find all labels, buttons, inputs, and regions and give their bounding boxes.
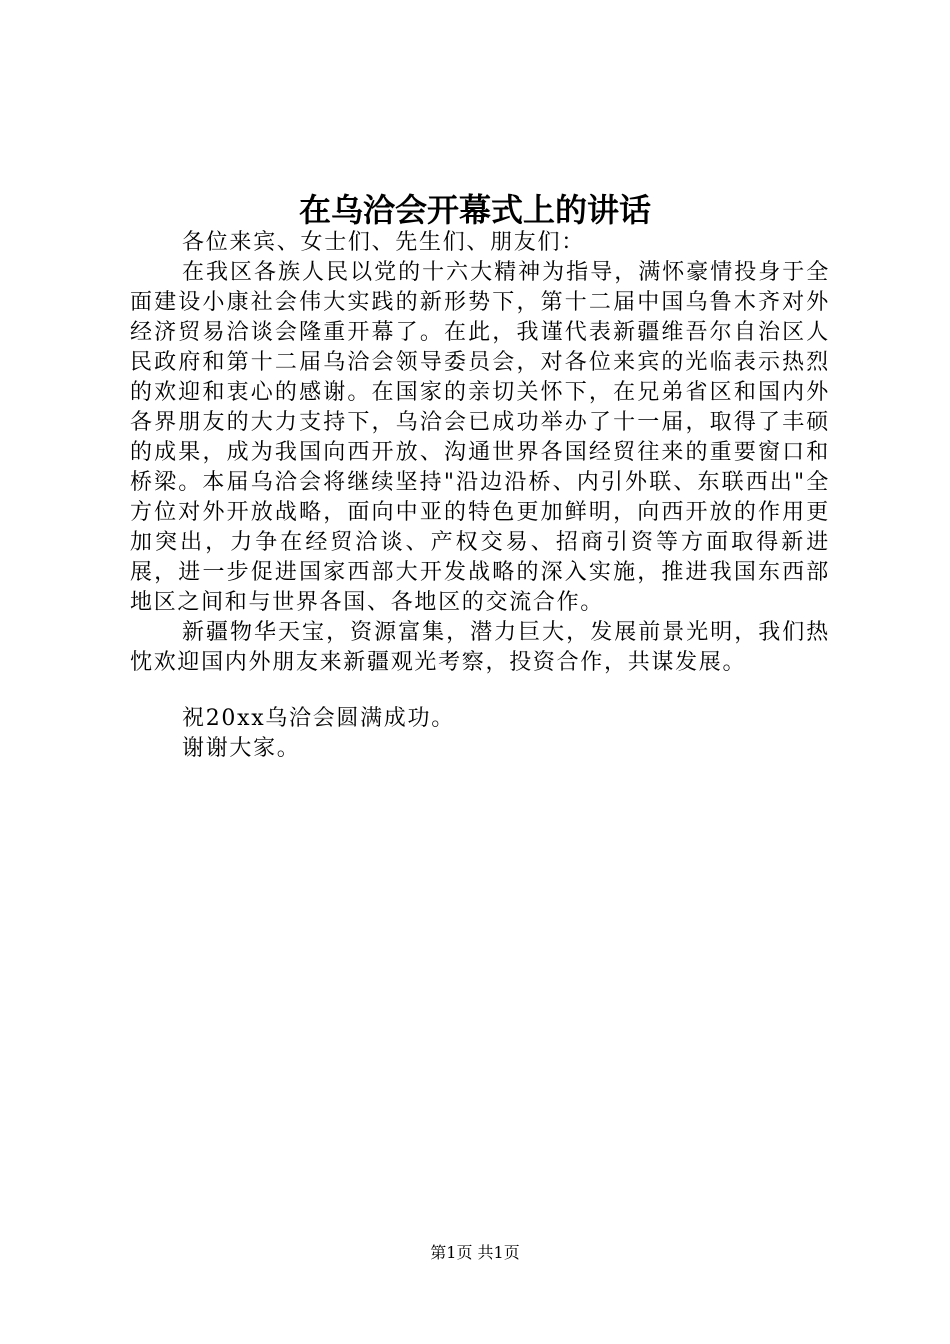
blank-line	[130, 678, 830, 704]
document-body	[130, 228, 830, 764]
thanks-line: 谢谢大家。	[182, 736, 301, 761]
salutation: 各位来宾、女士们、先生们、朋友们：	[182, 230, 585, 255]
paragraph-1: 在我区各族人民以党的十六大精神为指导，满怀豪情投身于全面建设小康社会伟大实践的新形势下，第十二届中国乌鲁木齐对外经济贸易洽谈会隆重开幕了。在此，我谨代表新疆维吾尔自治区人民政府和第十二届乌洽会领导委员会，对各位来宾的光临表示热烈的欢迎和衷心的感谢。在国家的亲切关怀下，在兄弟省区和国内外各界朋友的大力支持下，乌洽会已成功举办了十一届，取得了丰硕的成果，成为我国向西开放、沟通世界各国经贸往来的重要窗口和桥梁。本届乌洽会将继续坚持"沿边沿桥、内引外联、东联西出"全方位对外开放战略，面向中亚的特色更加鲜明，向西开放的作用更加突出，力争在经贸洽谈、产权交易、招商引资等方面取得新进展，进一步促进国家西部大开发战略的深入实施，推进我国东西部地区之间和与世界各国、各地区的交流合作。	[130, 260, 830, 615]
paragraph-2: 新疆物华天宝，资源富集，潜力巨大，发展前景光明，我们热忱欢迎国内外朋友来新疆观光考察，投资合作，共谋发展。	[130, 620, 830, 675]
page-footer: 第1页 共1页	[430, 1243, 520, 1262]
closing-wish: 祝20xx乌洽会圆满成功。	[182, 706, 455, 731]
document-title: 在乌洽会开幕式上的讲话	[298, 191, 651, 229]
